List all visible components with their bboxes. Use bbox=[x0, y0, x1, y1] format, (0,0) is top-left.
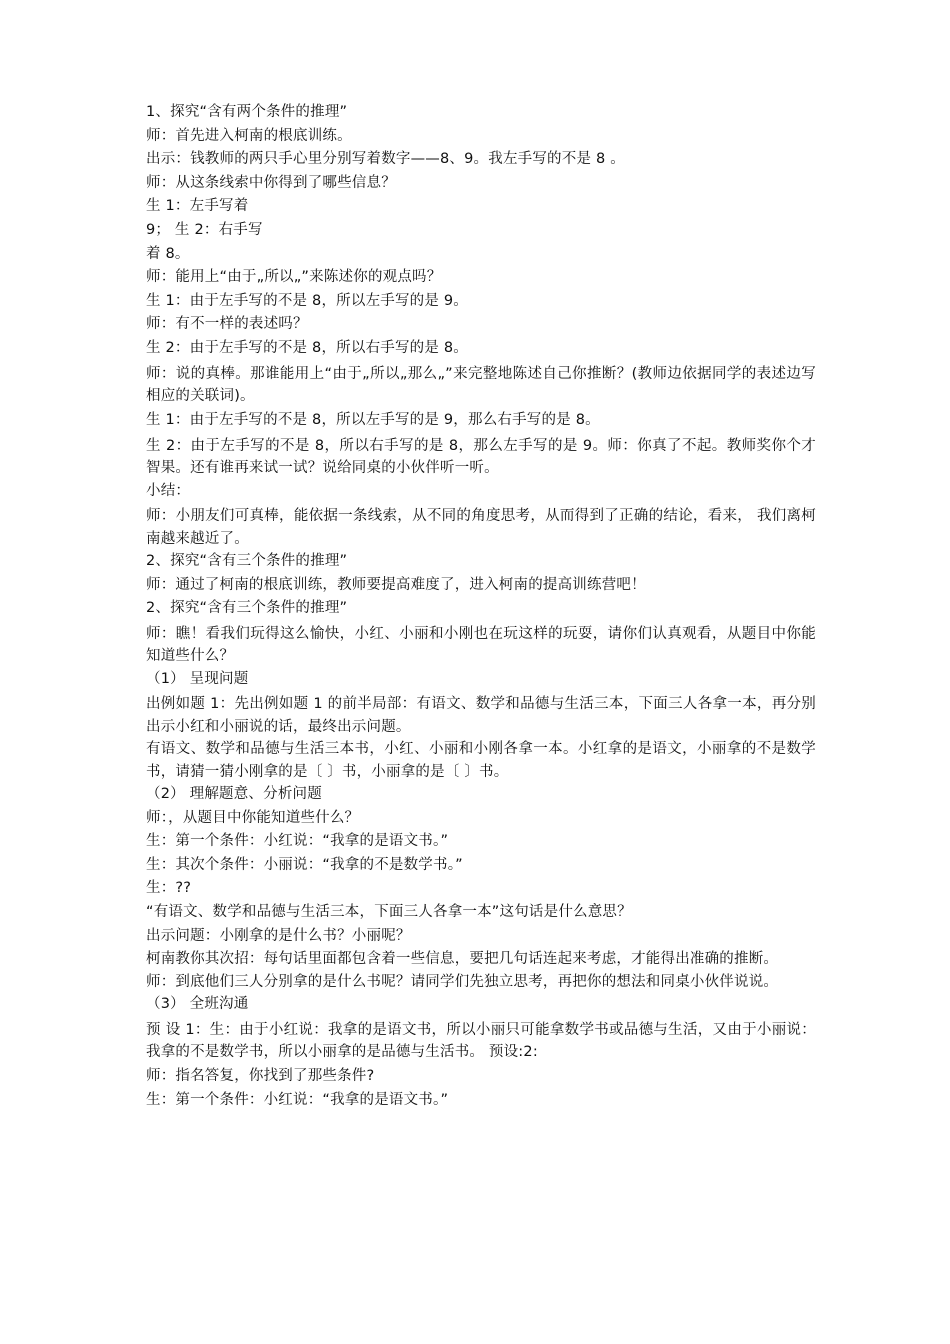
text-line: 生 1：左手写着 bbox=[146, 198, 249, 215]
text-paragraph: 预 设 1：生：由于小红说：我拿的是语文书，所以小丽只可能拿数学书或品德与生活，又由于小丽说：我拿的不是数学书，所以小丽拿的是品德与生活书。 预设:2: bbox=[146, 1021, 816, 1060]
summary-heading: 小结： bbox=[146, 482, 191, 499]
text-paragraph: 出例如题 1：先出例如题 1 的前半局部：有语文、数学和品德与生活三本，下面三人各拿一本，再分别出示小红和小丽说的话，最终出示问题。 bbox=[146, 696, 816, 735]
text-line: 生：其次个条件：小丽说：“我拿的不是数学书。” bbox=[146, 856, 463, 873]
subsection-heading: （1） 呈现问题 bbox=[146, 670, 249, 687]
text-line: 师：有不一样的表述吗？ bbox=[146, 316, 308, 333]
section-heading: 1、探究“含有两个条件的推理” bbox=[146, 104, 348, 120]
text-line: 师：从这条线索中你得到了哪些信息？ bbox=[146, 174, 396, 191]
text-line: 师：首先进入柯南的根底训练。 bbox=[146, 127, 352, 144]
subsection-heading: （2） 理解题意、分析问题 bbox=[146, 785, 322, 802]
text-line: 生 1：由于左手写的不是 8，所以左手写的是 9，那么右手写的是 8。 bbox=[146, 412, 600, 429]
text-line: 生：?? bbox=[146, 880, 192, 897]
text-line: 师：指名答复，你找到了那些条件? bbox=[146, 1068, 375, 1085]
text-line: 师：，从题目中你能知道些什么？ bbox=[146, 809, 360, 826]
text-line: 生 2：由于左手写的不是 8，所以右手写的是 8。 bbox=[146, 339, 469, 356]
text-paragraph: 师：到底他们三人分别拿的是什么书呢？请同学们先独立思考，再把你的想法和同桌小伙伴说说。 bbox=[146, 973, 779, 990]
text-line: 生：第一个条件：小红说：“我拿的是语文书。” bbox=[146, 833, 449, 850]
text-line: 生 1：由于左手写的不是 8，所以左手写的是 9。 bbox=[146, 292, 469, 309]
text-line: 着 8。 bbox=[146, 245, 190, 262]
section-heading: 2、探究“含有三个条件的推理” bbox=[146, 553, 348, 570]
text-paragraph: 师：说的真棒。那谁能用上“由于„所以„那么„”来完整地陈述自己你推断？(教师边依据同学的表述边写相应的关联词)。 bbox=[146, 365, 816, 404]
text-line: 出示问题：小刚拿的是什么书？小丽呢？ bbox=[146, 927, 411, 944]
text-line: 出示：钱教师的两只手心里分别写着数字——8、9。我左手写的不是 8 。 bbox=[146, 151, 625, 168]
text-paragraph: 生 2：由于左手写的不是 8，所以右手写的是 8，那么左手写的是 9。师：你真了不起。教师奖你个才智果。还有谁再来试一试？说给同桌的小伙伴听一听。 bbox=[146, 437, 816, 477]
text-paragraph: 柯南教你其次招：每句话里面都包含着一些信息，要把几句话连起来考虑，才能得出准确的推断。 bbox=[146, 951, 779, 968]
subsection-heading: （3） 全班沟通 bbox=[146, 995, 249, 1012]
document-body bbox=[146, 101, 816, 1113]
text-line: 师：能用上“由于„所以„”来陈述你的观点吗？ bbox=[146, 269, 442, 286]
text-paragraph: 师：瞧！看我们玩得这么愉快，小红、小丽和小刚也在玩这样的玩耍，请你们认真观看，从题目中你能知道些什么？ bbox=[146, 625, 816, 665]
text-line: 师：通过了柯南的根底训练，教师要提高难度了，进入柯南的提高训练营吧！ bbox=[146, 576, 646, 593]
section-heading: 2、探究“含有三个条件的推理” bbox=[146, 600, 348, 617]
text-paragraph: 有语文、数学和品德与生活三本书，小红、小丽和小刚各拿一本。小红拿的是语文，小丽拿的不是数学书，请猜一猜小刚拿的是〔 〕书，小丽拿的是〔 〕书。 bbox=[146, 741, 816, 780]
text-line: 生：第一个条件：小红说：“我拿的是语文书。” bbox=[146, 1091, 449, 1108]
text-paragraph: 师：小朋友们可真棒，能依据一条线索，从不同的角度思考，从而得到了正确的结论，看来， 我们离柯南越来越近了。 bbox=[146, 508, 816, 547]
text-line: “有语文、数学和品德与生活三本，下面三人各拿一本”这句话是什么意思？ bbox=[146, 903, 632, 920]
text-line: 9； 生 2：右手写 bbox=[146, 221, 263, 238]
